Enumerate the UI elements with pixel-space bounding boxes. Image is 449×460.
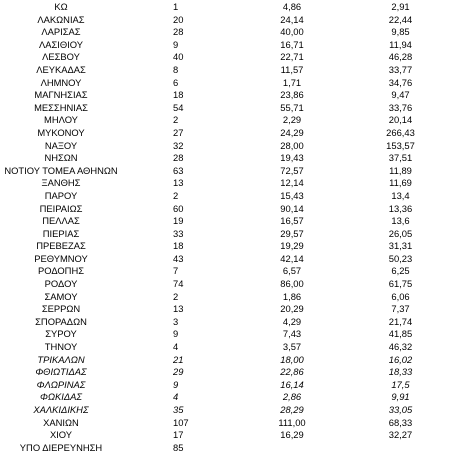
region-name-cell: ΝΑΞΟΥ xyxy=(44,139,78,151)
region-name-cell: ΜΑΓΝΗΣΙΑΣ xyxy=(34,89,88,101)
value-1-cell: 15,43 xyxy=(280,189,304,201)
value-2-cell: 13,36 xyxy=(388,202,413,214)
table-row xyxy=(0,442,449,455)
table-row xyxy=(0,404,449,417)
value-1-cell: 24,29 xyxy=(280,126,304,138)
table-row xyxy=(0,26,449,39)
value-1-cell: 22,71 xyxy=(280,51,304,63)
value-2-cell: 34,76 xyxy=(388,76,413,88)
region-name-cell: ΧΑΛΚΙΔΙΚΗΣ xyxy=(33,404,89,415)
table-row xyxy=(0,215,449,228)
region-name-cell: ΧΑΝΙΩΝ xyxy=(43,416,79,428)
value-2-cell: 33,76 xyxy=(388,101,413,113)
region-name-cell: ΞΑΝΘΗΣ xyxy=(41,177,81,189)
value-1-cell: 90,14 xyxy=(280,202,304,214)
value-2-cell: 7,37 xyxy=(391,303,410,315)
region-name-cell: ΚΩ xyxy=(54,1,68,12)
case-count-cell: 29 xyxy=(173,366,184,378)
region-name-cell: ΤΗΝΟΥ xyxy=(44,341,78,353)
value-2-cell: 6,25 xyxy=(391,265,410,277)
case-count-cell: 1 xyxy=(173,1,179,12)
value-2-cell: 16,02 xyxy=(388,353,413,365)
value-1-cell: 20,29 xyxy=(280,303,304,315)
case-count-cell: 2 xyxy=(173,189,179,201)
region-name-cell: ΜΕΣΣΗΝΙΑΣ xyxy=(34,101,88,113)
case-count-cell: 28 xyxy=(173,26,184,38)
case-count-cell: 63 xyxy=(173,164,184,176)
table-row xyxy=(0,152,449,165)
case-count-cell: 35 xyxy=(173,404,184,415)
value-1-cell: 72,57 xyxy=(280,164,304,176)
case-count-cell: 18 xyxy=(173,89,184,101)
table-row xyxy=(0,1,449,14)
value-2-cell: 41,85 xyxy=(388,328,413,340)
table-row xyxy=(0,127,449,140)
region-name-cell: ΛΑΚΩΝΙΑΣ xyxy=(37,13,85,25)
value-2-cell: 32,27 xyxy=(388,429,413,441)
region-name-cell: ΦΩΚΙΔΑΣ xyxy=(40,391,82,403)
value-1-cell: 40,00 xyxy=(280,26,304,38)
value-2-cell: 9,85 xyxy=(391,26,410,38)
region-name-cell: ΠΙΕΡΙΑΣ xyxy=(42,227,80,239)
value-1-cell: 1,86 xyxy=(282,290,302,302)
value-2-cell: 20,14 xyxy=(388,114,413,126)
value-2-cell: 18,33 xyxy=(388,366,413,378)
region-name-cell: ΠΕΙΡΑΙΩΣ xyxy=(39,202,83,214)
case-count-cell: 21 xyxy=(173,353,184,365)
table-row xyxy=(0,64,449,77)
value-2-cell: 21,74 xyxy=(388,315,413,327)
case-count-cell: 19 xyxy=(173,215,184,227)
table-row xyxy=(0,379,449,392)
value-1-cell: 23,86 xyxy=(280,89,304,101)
table-row xyxy=(0,253,449,266)
table-row xyxy=(0,429,449,442)
table-row xyxy=(0,89,449,102)
case-count-cell: 33 xyxy=(173,227,184,239)
region-name-cell: ΝΟΤΙΟΥ ΤΟΜΕΑ ΑΘΗΝΩΝ xyxy=(4,164,118,176)
region-name-cell: ΧΙΟΥ xyxy=(49,429,73,441)
value-1-cell: 4,86 xyxy=(282,1,302,12)
region-name-cell: ΡΟΔΟΠΗΣ xyxy=(37,265,85,277)
case-count-cell: 9 xyxy=(173,38,179,50)
table-row xyxy=(0,140,449,153)
region-name-cell: ΜΗΛΟΥ xyxy=(44,114,78,126)
value-1-cell: 86,00 xyxy=(280,278,304,290)
case-count-cell: 43 xyxy=(173,252,184,264)
value-1-cell: 2,86 xyxy=(282,391,302,403)
table-row xyxy=(0,228,449,241)
region-name-cell: ΛΕΥΚΑΔΑΣ xyxy=(36,63,86,75)
value-2-cell: 13,4 xyxy=(391,189,410,201)
value-1-cell: 18,00 xyxy=(280,353,304,365)
region-name-cell: ΛΑΣΙΘΙΟΥ xyxy=(38,38,84,50)
region-name-cell: ΦΛΩΡΙΝΑΣ xyxy=(36,378,86,390)
value-1-cell: 4,29 xyxy=(282,315,302,327)
value-1-cell: 24,14 xyxy=(280,13,304,25)
table-row xyxy=(0,240,449,253)
value-1-cell: 16,29 xyxy=(280,429,304,441)
table-row xyxy=(0,265,449,278)
case-count-cell: 40 xyxy=(173,51,184,63)
region-name-cell: ΣΕΡΡΩΝ xyxy=(41,303,81,315)
table-row xyxy=(0,51,449,64)
value-2-cell: 13,6 xyxy=(391,215,410,227)
case-count-cell: 2 xyxy=(173,114,179,126)
case-count-cell: 8 xyxy=(173,63,179,75)
region-name-cell: ΜΥΚΟΝΟΥ xyxy=(37,126,85,138)
case-count-cell: 18 xyxy=(173,240,184,252)
value-2-cell: 266,43 xyxy=(386,126,415,138)
region-name-cell: ΛΕΣΒΟΥ xyxy=(42,51,80,63)
value-1-cell: 19,29 xyxy=(280,240,304,252)
region-name-cell: ΥΠΟ ΔΙΕΡΕΥΝΗΣΗ xyxy=(19,441,103,453)
value-2-cell: 11,89 xyxy=(389,164,412,176)
value-2-cell: 9,91 xyxy=(391,391,410,403)
value-2-cell: 9,47 xyxy=(391,89,410,101)
region-name-cell: ΡΕΘΥΜΝΟΥ xyxy=(34,252,88,264)
value-2-cell: 50,23 xyxy=(388,252,413,264)
region-name-cell: ΠΑΡΟΥ xyxy=(44,189,78,201)
value-1-cell: 1,71 xyxy=(282,76,302,88)
value-2-cell: 26,05 xyxy=(388,227,413,239)
case-count-cell: 2 xyxy=(173,290,179,302)
table-row xyxy=(0,278,449,291)
case-count-cell: 6 xyxy=(173,76,179,88)
case-count-cell: 9 xyxy=(173,378,179,390)
case-count-cell: 107 xyxy=(173,416,189,428)
value-1-cell: 55,71 xyxy=(280,101,304,113)
table-row xyxy=(0,341,449,354)
value-1-cell: 22,86 xyxy=(280,366,304,378)
table-row xyxy=(0,165,449,178)
table-row xyxy=(0,102,449,115)
value-2-cell: 61,75 xyxy=(388,278,413,290)
case-count-cell: 3 xyxy=(173,315,179,327)
table-row xyxy=(0,291,449,304)
case-count-cell: 27 xyxy=(173,126,184,138)
value-1-cell: 7,43 xyxy=(282,328,302,340)
case-count-cell: 4 xyxy=(173,341,179,353)
value-1-cell: 42,14 xyxy=(280,252,304,264)
value-2-cell: 68,33 xyxy=(388,416,413,428)
table-row xyxy=(0,14,449,27)
region-name-cell: ΣΑΜΟΥ xyxy=(44,290,78,302)
value-1-cell: 12,14 xyxy=(280,177,304,189)
value-2-cell: 17,5 xyxy=(391,378,410,390)
value-1-cell: 16,57 xyxy=(280,215,304,227)
value-1-cell: 16,71 xyxy=(280,38,304,50)
table-row xyxy=(0,417,449,430)
value-2-cell: 11,94 xyxy=(389,38,412,50)
value-1-cell: 28,00 xyxy=(280,139,304,151)
region-name-cell: ΠΡΕΒΕΖΑΣ xyxy=(36,240,86,252)
table-row xyxy=(0,114,449,127)
case-count-cell: 13 xyxy=(173,177,184,189)
data-table xyxy=(0,1,449,454)
value-1-cell: 29,57 xyxy=(280,227,304,239)
table-row xyxy=(0,177,449,190)
region-name-cell: ΛΑΡΙΣΑΣ xyxy=(41,26,81,38)
value-2-cell: 22,44 xyxy=(388,13,413,25)
table-row xyxy=(0,366,449,379)
value-2-cell: 11,69 xyxy=(389,177,412,189)
case-count-cell: 9 xyxy=(173,328,179,340)
table-row xyxy=(0,39,449,52)
case-count-cell: 85 xyxy=(173,441,184,453)
value-2-cell: 33,77 xyxy=(388,63,413,75)
case-count-cell: 20 xyxy=(173,13,184,25)
table-row xyxy=(0,203,449,216)
region-name-cell: ΛΗΜΝΟΥ xyxy=(40,76,82,88)
region-name-cell: ΝΗΣΩΝ xyxy=(44,152,78,164)
value-2-cell: 46,32 xyxy=(388,341,413,353)
region-name-cell: ΣΥΡΟΥ xyxy=(45,328,77,340)
value-2-cell: 33,05 xyxy=(388,404,413,415)
table-row xyxy=(0,328,449,341)
value-1-cell: 2,29 xyxy=(282,114,302,126)
value-1-cell: 28,29 xyxy=(280,404,304,415)
case-count-cell: 54 xyxy=(173,101,184,113)
region-name-cell: ΦΘΙΩΤΙΔΑΣ xyxy=(35,366,87,378)
table-row xyxy=(0,354,449,367)
case-count-cell: 60 xyxy=(173,202,184,214)
value-2-cell: 46,28 xyxy=(388,51,413,63)
case-count-cell: 28 xyxy=(173,152,184,164)
region-name-cell: ΡΟΔΟΥ xyxy=(44,278,78,290)
region-name-cell: ΠΕΛΛΑΣ xyxy=(42,215,80,227)
value-2-cell: 153,57 xyxy=(386,139,415,151)
case-count-cell: 32 xyxy=(173,139,184,151)
value-1-cell: 11,57 xyxy=(280,63,304,75)
case-count-cell: 74 xyxy=(173,278,184,290)
value-2-cell: 6,06 xyxy=(391,290,410,302)
case-count-cell: 17 xyxy=(173,429,184,441)
table-row xyxy=(0,190,449,203)
case-count-cell: 7 xyxy=(173,265,179,277)
case-count-cell: 13 xyxy=(173,303,184,315)
table-row xyxy=(0,303,449,316)
value-2-cell: 31,31 xyxy=(388,240,413,252)
region-name-cell: ΣΠΟΡΑΔΩΝ xyxy=(35,315,87,327)
value-2-cell: 37,51 xyxy=(388,152,413,164)
value-1-cell: 16,14 xyxy=(280,378,304,390)
value-1-cell: 111,00 xyxy=(278,416,306,428)
table-row xyxy=(0,77,449,90)
value-1-cell: 19,43 xyxy=(280,152,304,164)
region-name-cell: ΤΡΙΚΑΛΩΝ xyxy=(37,353,85,365)
case-count-cell: 4 xyxy=(173,391,179,403)
table-row xyxy=(0,316,449,329)
value-1-cell: 3,57 xyxy=(282,341,302,353)
table-row xyxy=(0,391,449,404)
value-2-cell: 2,91 xyxy=(391,1,410,12)
value-1-cell: 6,57 xyxy=(282,265,302,277)
